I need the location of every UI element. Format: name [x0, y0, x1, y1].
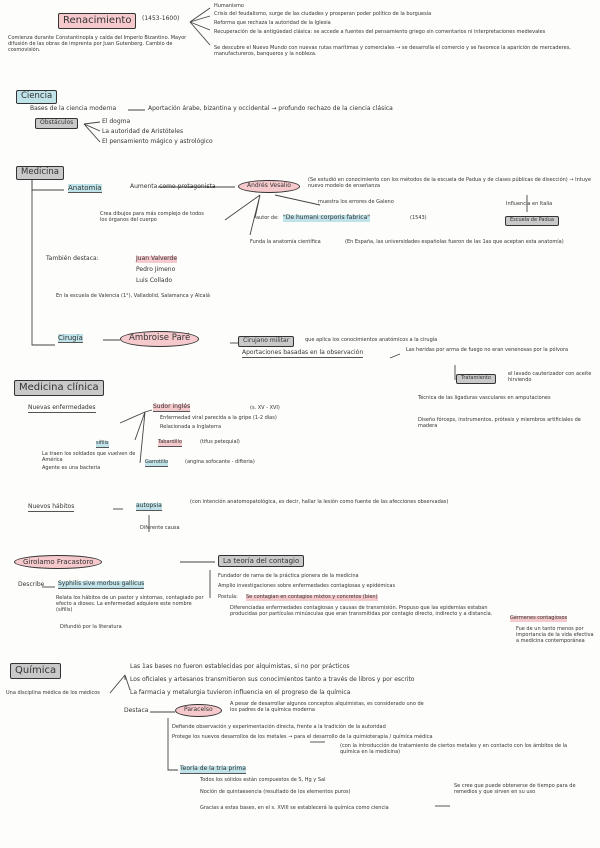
vesalio-errores: muestra los errores de Galeno [318, 199, 394, 205]
sudor-item: Relacionada a Inglaterra [160, 424, 222, 430]
anatomia-desc: Aumenta como protagonista [130, 183, 216, 190]
quimica-bullet: La farmacia y metalurgia tuvieron influencia en el progreso de la química [130, 689, 351, 696]
obra-year: (1543) [410, 215, 427, 221]
anatomia-label: Anatomía [68, 184, 102, 192]
describe-extra: Difundió por la literatura [60, 624, 122, 630]
autopsia-efecto: Diferente causa [140, 525, 180, 531]
obstaculos-label: Obstáculos [35, 118, 78, 129]
sifilis-item: La traen los soldados que vuelven de América [42, 451, 136, 463]
tria-item: Noción de quintaesencia (resultado de los elementos puros) [200, 789, 351, 795]
describe-desc: Relata los hábitos de un pastor y síntomas, contagiado por efecto a dioses. La enfermedad adquiere este nombre (sífilis) [56, 595, 204, 613]
obstaculo-item: El dogma [102, 118, 131, 125]
vesalio-name: Andrés Vesalio [238, 180, 300, 193]
tria-note: Se cree que puede obtenerse de tiempo para de remedios y que sirven en su uso [454, 783, 576, 795]
sudor-item: Enfermedad viral parecida a la gripe (1-2 días) [160, 415, 277, 421]
diseno-forceps: Diseño fórceps, instrumentos, prótesis y miembros artificiales de madera [418, 417, 581, 429]
destaca-label: Destaca [124, 707, 149, 714]
tambien-label: También destaca: [46, 255, 99, 262]
germenes: Gérmenes contagiosos [510, 615, 568, 621]
pare-name: Ambroise Paré [120, 331, 199, 347]
cirugia-label: Cirugía [58, 334, 83, 342]
cirujano-militar: Cirujano militar [238, 336, 294, 347]
describe-label: Describe [18, 581, 45, 588]
ciencia-bases: Bases de la ciencia moderna [30, 105, 117, 112]
vesalio-dibujos: Crea dibujos para más complejo de todos los órganos del cuerpo [100, 211, 204, 223]
renacimiento-bullet: Humanismo [214, 3, 244, 9]
clinica-title: Medicina clínica [14, 380, 104, 396]
syphilis-sive: Syphilis sive morbus gallicus [58, 580, 145, 587]
sifilis-item: Agente es una bacteria [42, 465, 101, 471]
autopsia: autopsia [136, 502, 162, 509]
nuevas-enfermedades: Nuevas enfermedades [28, 404, 96, 411]
fracastoro-item: Postula: [218, 594, 238, 600]
tria-prima: Teoría de la tria prima [180, 765, 246, 772]
tambien-item: Juan Valverde [136, 255, 178, 262]
teoria-contagio: La teoría del contagio [218, 555, 304, 567]
tria-item: Gracias a estas bases, en el s. XVIII se establecerá la química como ciencia [200, 805, 389, 811]
sudor-ingles: Sudor inglés [153, 403, 191, 410]
nuevos-habitos: Nuevos hábitos [28, 503, 75, 510]
anatomia-cientifica: Funda la anatomía científica [250, 239, 321, 245]
obstaculo-item: La autoridad de Aristóteles [102, 128, 184, 135]
renacimiento-bullet: Recuperación de la antigüedad clásica: se accede a fuentes del pensamiento griego sin comentarios ni interpretaciones medievales [214, 29, 546, 35]
heridas-desc: Las heridas por arma de fuego no eran venenosas por la pólvora [406, 347, 569, 353]
obra-prefix: autor de: [256, 215, 279, 221]
renacimiento-title: Renacimiento [58, 13, 136, 29]
postula-title: Se contagian en contagios mixtos y concretos (bien) [246, 594, 378, 600]
fracastoro-name: Girolamo Fracastoro [14, 555, 102, 569]
quimica-side: Una disciplina médica de los médicos [6, 690, 100, 696]
medicina-escuelas: En la escuela de Valencia (1°), Valladolid, Salamanca y Alcalá [56, 293, 210, 299]
ligaduras: Técnica de las ligaduras vasculares en amputaciones [418, 395, 551, 401]
paracelso: Paracelso [175, 704, 222, 717]
garrotillo: Garrotillo [145, 459, 169, 465]
escuela-padua: Escuela de Padua [505, 216, 559, 226]
paracelso-bullet: Protege los nuevos desarrollos de los metales → para el desarrollo de la quimioterapia / química médica [172, 734, 433, 740]
renacimiento-bullet: Reforma que rechaza la autoridad de la Iglesia [214, 20, 331, 26]
tratamiento-label: Tratamiento [456, 374, 496, 384]
paracelso-bullet: Defiende observación y experimentación directa, frente a la tradición de la autoridad [172, 724, 386, 730]
paracelso-desc: A pesar de desarrollar algunos conceptos alquimistas, es considerado uno de los padres de la química moderna [230, 701, 424, 713]
tambien-item: Pedro Jimeno [136, 266, 176, 273]
fracastoro-item: Amplio investigaciones sobre enfermedades contagiosas y epidémicas [218, 583, 396, 589]
vesalio-desc: (Se estudió en conocimiento con los métodos de la escuela de Padua y de clases públicas de disección) → Intuye nuevo modelo de enseñanza [308, 177, 591, 189]
germenes-desc: Fue de un tanto menos por importancia de la vida efectiva a medicina contemporánea [516, 626, 594, 644]
sifilis-label: sífilis [96, 440, 109, 446]
tambien-item: Luis Collado [136, 277, 173, 284]
tabardillo: Tabardillo [158, 439, 182, 445]
autopsia-desc: (con intención anatomopatológica, es decir, hallar la lesión como fuente de las afecciones observadas) [190, 499, 449, 505]
renacimiento-intro: Comienza durante Constantinopla y caída del Imperio Bizantino. Mayor difusión de las obras de imprenta por Juan Gutenberg. Cambio de cosmovisión. [8, 35, 187, 53]
tratamiento-desc: el lavado cauterizador con aceite hirviendo [508, 371, 592, 383]
aportaciones: Aportaciones basadas en la observación [242, 349, 364, 356]
medicina-title: Medicina [16, 166, 64, 180]
renacimiento-bullet: Crisis del feudalismo, surge de las ciudades y prosperan poder político de la burguesía [214, 11, 432, 17]
obra-title: "De humani corporis fabrica" [283, 214, 371, 221]
tabardillo-desc: (tifus petequial) [200, 439, 240, 445]
transmision: (con la introducción de tratamiento de ciertos metales y en contacto con los ámbitos de la química en la medicina) [340, 743, 568, 755]
postula-desc: Diferenciadas enfermedades contagiosas y causas de transmisión. Propuso que las epidemias estaban producidas por partículas minúsculas que eran transmitidas por contagio directo, indirecto y a distancia. [230, 605, 493, 617]
garrotillo-desc: (angina sofocante - difteria) [185, 459, 255, 465]
sudor-dates: (s. XV - XVI) [250, 405, 280, 411]
renacimiento-bullet: Se descubre el Nuevo Mundo con nuevas rutas marítimas y comerciales → se desarrolla el comercio y se favorece la aparición de mercaderes, manufactureros, banqueros y la nobleza. [214, 45, 571, 57]
fracastoro-item: Fundador de rama de la práctica pionera de la medicina [218, 573, 359, 579]
anatomia-espana: (En España, las universidades españolas fueron de las 1as que aceptan esta anatomía) [345, 239, 564, 245]
renacimiento-dates: (1453-1600) [142, 15, 180, 22]
ciencia-title: Ciencia [16, 90, 57, 104]
quimica-bullet: Las 1as bases no fueron establecidas por alquimistas, si no por prácticos [130, 663, 350, 670]
influencia-italia: Influencia en Italia [506, 201, 553, 207]
ciencia-bases-arrow: Aportación árabe, bizantina y occidental → profundo rechazo de la ciencia clásica [148, 105, 393, 112]
obstaculo-item: El pensamiento mágico y astrológico [102, 138, 213, 145]
tria-item: Todos los sólidos están compuestos de S, Hg y Sal [200, 777, 326, 783]
quimica-bullet: Los oficiales y artesanos transmitieron sus conocimientos tanto a través de libros y por escrito [130, 676, 415, 683]
quimica-title: Química [10, 663, 61, 679]
cirujano-desc: que aplica los conocimientos anatómicos a la cirugía [305, 337, 438, 343]
